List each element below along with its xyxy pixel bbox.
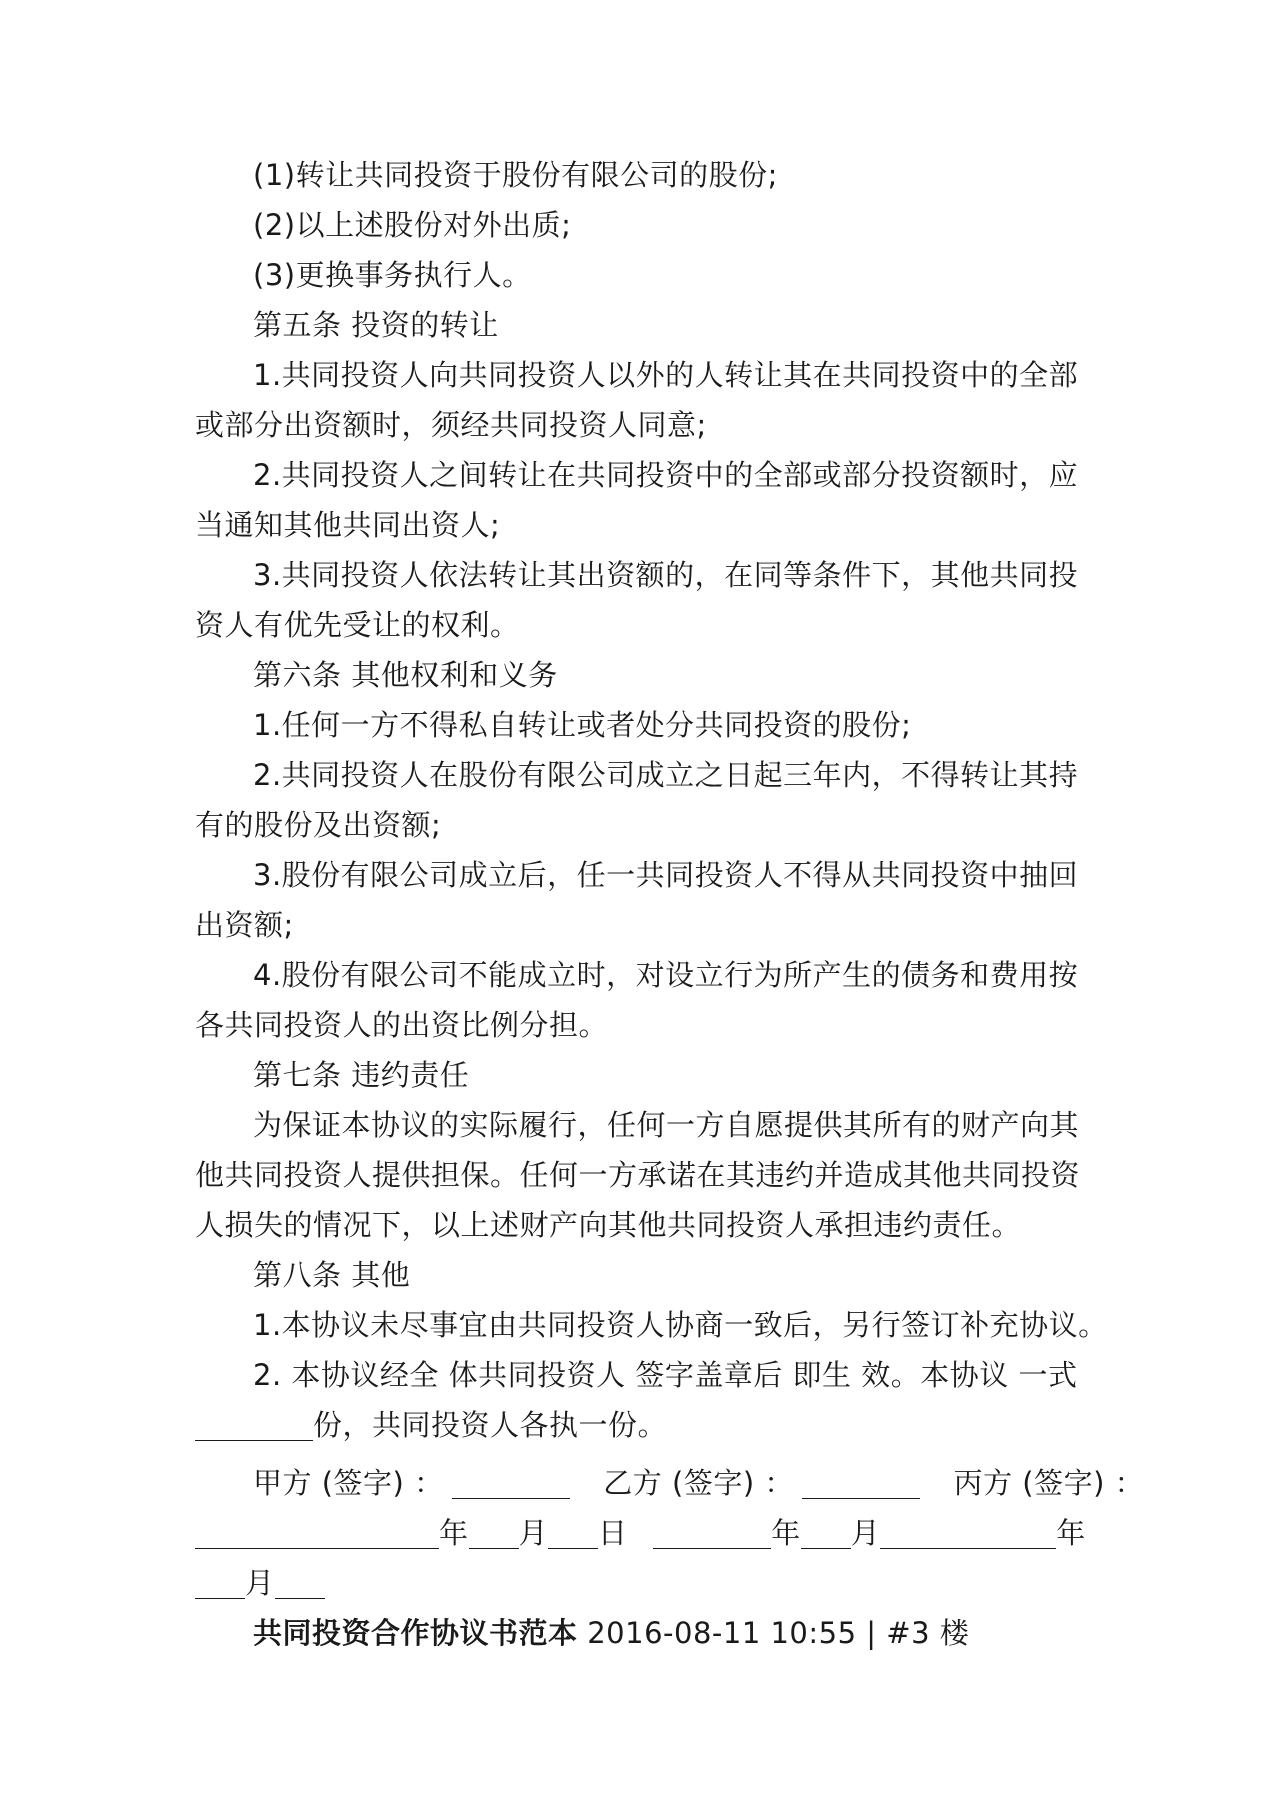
post-meta: 2016-08-11 10:55 | #3 楼: [577, 1616, 970, 1650]
paragraph-line: 3.股份有限公司成立后，任一共同投资人不得从共同投资中抽回: [253, 858, 1079, 892]
document-page: [195, 150, 1145, 1658]
article-5-heading: 第五条 投资的转让: [253, 308, 499, 342]
paragraph-line: 3.共同投资人依法转让其出资额的，在同等条件下，其他共同投: [253, 558, 1079, 592]
article-7-paragraph: [195, 1100, 1095, 1250]
signature-row: [195, 1458, 1145, 1508]
article-8-heading: 第八条 其他: [253, 1258, 411, 1292]
paragraph-line: 各共同投资人的出资比例分担。: [195, 1008, 609, 1042]
party-b-label: 乙方 (签字) ：: [603, 1466, 794, 1500]
article-6-heading: 第六条 其他权利和义务: [253, 658, 558, 692]
paragraph-line: 当通知其他共同出资人;: [195, 508, 501, 542]
copies-suffix: 份，共同投资人各执一份。: [313, 1408, 668, 1442]
party-a-label: 甲方 (签字) ：: [253, 1466, 444, 1500]
post-title: 共同投资合作协议书范本: [253, 1616, 578, 1650]
article-5-paragraph-3: [195, 550, 1095, 650]
party-b-signature-blank: [802, 1468, 920, 1499]
month-blank: [801, 1518, 851, 1549]
paragraph-line: 或部分出资额时，须经共同投资人同意;: [195, 408, 707, 442]
paragraph-line: 为保证本协议的实际履行，任何一方自愿提供其所有的财产向其: [253, 1108, 1080, 1142]
month-blank: [469, 1518, 519, 1549]
paragraph-line: 出资额;: [195, 908, 294, 942]
article-7-heading: 第七条 违约责任: [253, 1058, 470, 1092]
article-5-paragraph-2: [195, 450, 1095, 550]
month-label: 月: [518, 1516, 549, 1550]
day-label: 日: [598, 1516, 628, 1550]
item-1: (1)转让共同投资于股份有限公司的股份;: [253, 158, 778, 192]
item-2: (2)以上述股份对外出质;: [253, 208, 572, 242]
item-3: (3)更换事务执行人。: [253, 258, 532, 292]
day-blank: [548, 1518, 598, 1549]
year-label: 年: [771, 1516, 801, 1550]
paragraph-line: 2.共同投资人之间转让在共同投资中的全部或部分投资额时，应: [253, 458, 1079, 492]
date-row-continued: [195, 1558, 1095, 1608]
paragraph-line: 1.共同投资人向共同投资人以外的人转让其在共同投资中的全部: [253, 358, 1079, 392]
date-blank: [880, 1518, 1056, 1549]
party-a-signature-blank: [452, 1468, 570, 1499]
date-blank: [653, 1518, 771, 1549]
paragraph-line: 2. 本协议经全 体共同投资人 签字盖章后 即生 效。本协议 一式: [253, 1358, 1078, 1392]
party-c-label: 丙方 (签字) ：: [953, 1466, 1145, 1500]
year-label: 年: [1056, 1516, 1086, 1550]
article-6-paragraph-1: 1.任何一方不得私自转让或者处分共同投资的股份;: [253, 708, 912, 742]
article-8-paragraph-1: 1.本协议未尽事宜由共同投资人协商一致后，另行签订补充协议。: [253, 1308, 1108, 1342]
article-5-paragraph-1: [195, 350, 1095, 450]
month-label: 月: [245, 1566, 275, 1600]
month-blank: [195, 1568, 245, 1599]
article-6-paragraph-2: [195, 750, 1095, 850]
day-blank: [275, 1568, 325, 1599]
article-6-paragraph-4: [195, 950, 1095, 1050]
month-label: 月: [850, 1516, 881, 1550]
article-6-paragraph-3: [195, 850, 1095, 950]
paragraph-line: 他共同投资人提供担保。任何一方承诺在其违约并造成其他共同投资: [195, 1158, 1081, 1192]
paragraph-line: 人损失的情况下，以上述财产向其他共同投资人承担违约责任。: [195, 1208, 1022, 1242]
paragraph-line: 有的股份及出资额;: [195, 808, 442, 842]
paragraph-line: 4.股份有限公司不能成立时，对设立行为所产生的债务和费用按: [253, 958, 1079, 992]
year-label: 年: [439, 1516, 469, 1550]
date-row: [195, 1508, 1095, 1558]
date-blank: [195, 1518, 439, 1549]
article-8-paragraph-2: [195, 1350, 1095, 1450]
post-footer: [195, 1608, 1095, 1658]
copies-blank: [195, 1410, 313, 1441]
paragraph-line: 2.共同投资人在股份有限公司成立之日起三年内，不得转让其持: [253, 758, 1079, 792]
paragraph-line: [195, 1400, 1095, 1450]
paragraph-line: 资人有优先受让的权利。: [195, 608, 520, 642]
